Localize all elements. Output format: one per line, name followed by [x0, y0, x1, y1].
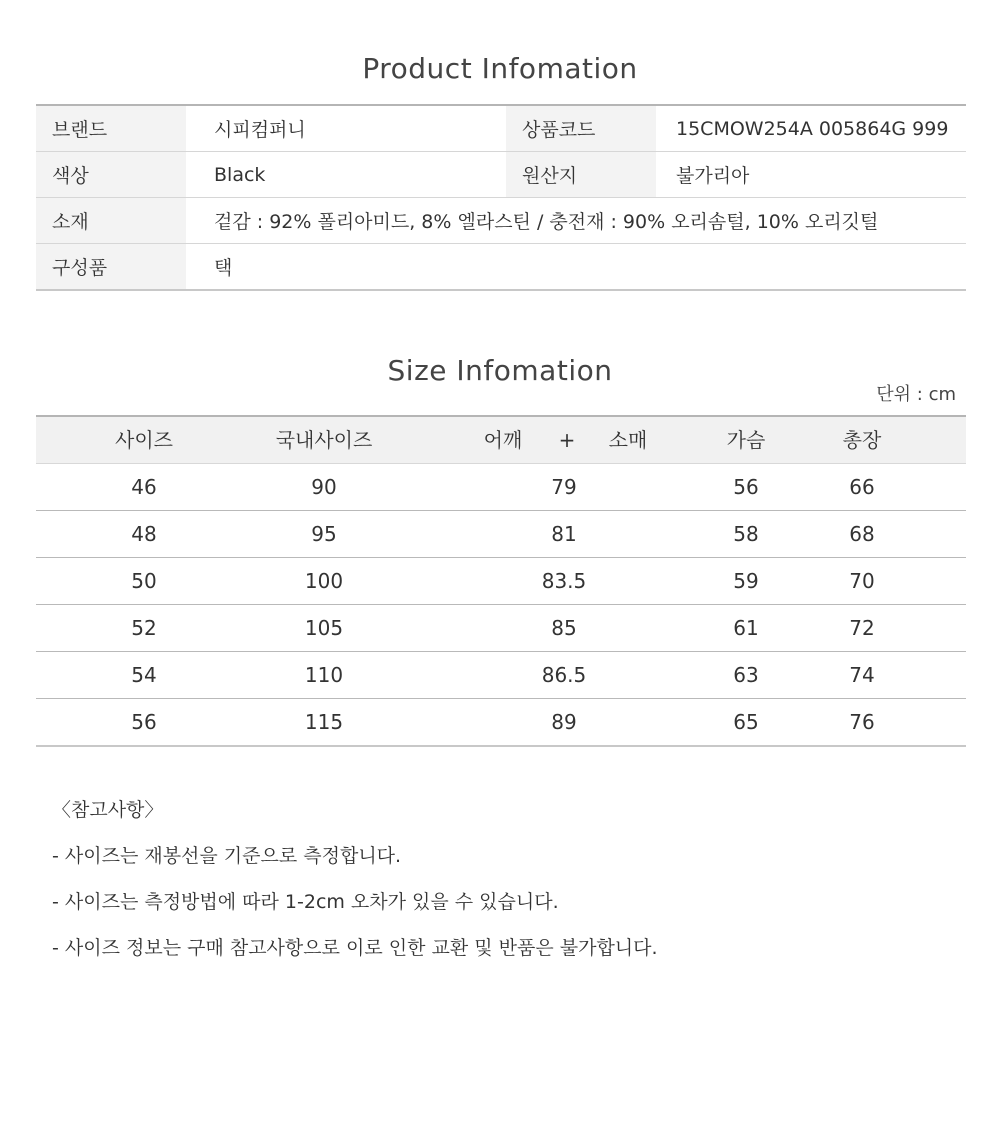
product-code-label: 상품코드: [506, 106, 656, 151]
header-sleeve: 소매: [608, 428, 648, 452]
cell-chest: 56: [733, 475, 759, 499]
cell-domestic-size: 90: [311, 475, 337, 499]
product-row-color: [36, 152, 966, 198]
cell-length: 66: [849, 475, 875, 499]
cell-length: 68: [849, 522, 875, 546]
cell-length: 76: [849, 710, 875, 734]
cell-domestic-size: 115: [304, 710, 344, 734]
cell-size: 52: [131, 616, 157, 640]
table-row: [36, 605, 966, 652]
cell-length: 70: [849, 569, 875, 593]
header-plus: +: [558, 428, 576, 452]
components-value: 택: [214, 257, 233, 279]
header-shoulder: 어깨: [483, 428, 523, 452]
header-size: 사이즈: [115, 428, 173, 452]
cell-shoulder-sleeve: 86.5: [541, 663, 587, 687]
components-label: 구성품: [36, 244, 186, 289]
cell-chest: 61: [733, 616, 759, 640]
header-chest: 가슴: [726, 428, 766, 452]
table-row: [36, 652, 966, 699]
cell-length: 74: [849, 663, 875, 687]
brand-label: 브랜드: [36, 106, 186, 151]
cell-length: 72: [849, 616, 875, 640]
note-item: - 사이즈는 재봉선을 기준으로 측정합니다.: [52, 845, 402, 867]
note-item: - 사이즈는 측정방법에 따라 1-2cm 오차가 있을 수 있습니다.: [52, 891, 559, 913]
unit-label: 단위 : cm: [876, 384, 956, 405]
color-value: Black: [214, 163, 266, 186]
cell-size: 56: [131, 710, 157, 734]
size-info-table: [36, 415, 966, 747]
cell-domestic-size: 105: [304, 616, 344, 640]
cell-size: 46: [131, 475, 157, 499]
origin-label: 원산지: [506, 152, 656, 197]
origin-value: 불가리아: [676, 165, 750, 187]
brand-value: 시피컴퍼니: [214, 119, 306, 141]
product-info-table: [36, 104, 966, 291]
size-table-header: [36, 417, 966, 464]
product-info-title: Product Infomation: [362, 52, 638, 85]
cell-chest: 65: [733, 710, 759, 734]
cell-shoulder-sleeve: 85: [551, 616, 577, 640]
notes-title: 〈참고사항〉: [52, 799, 164, 821]
table-row: [36, 511, 966, 558]
cell-size: 48: [131, 522, 157, 546]
table-row: [36, 699, 966, 747]
cell-shoulder-sleeve: 81: [551, 522, 577, 546]
cell-shoulder-sleeve: 83.5: [541, 569, 587, 593]
cell-chest: 59: [733, 569, 759, 593]
color-label: 색상: [36, 152, 186, 197]
cell-size: 54: [131, 663, 157, 687]
size-info-title: Size Infomation: [387, 354, 613, 387]
header-length: 총장: [842, 428, 882, 452]
note-item: - 사이즈 정보는 구매 참고사항으로 이로 인한 교환 및 반품은 불가합니다.: [52, 937, 658, 959]
cell-domestic-size: 95: [311, 522, 337, 546]
product-row-components: [36, 244, 966, 291]
table-row: [36, 464, 966, 511]
material-value: 겉감 : 92% 폴리아미드, 8% 엘라스틴 / 충전재 : 90% 오리솜털, 10% 오리깃털: [214, 211, 879, 233]
cell-shoulder-sleeve: 89: [551, 710, 577, 734]
cell-shoulder-sleeve: 79: [551, 475, 577, 499]
cell-chest: 63: [733, 663, 759, 687]
product-row-brand: [36, 106, 966, 152]
product-code-value: 15CMOW254A 005864G 999: [676, 117, 949, 140]
cell-domestic-size: 110: [304, 663, 344, 687]
table-row: [36, 558, 966, 605]
product-row-material: [36, 198, 966, 244]
cell-size: 50: [131, 569, 157, 593]
cell-domestic-size: 100: [304, 569, 344, 593]
notes-section: [52, 798, 658, 982]
header-domestic-size: 국내사이즈: [275, 428, 373, 452]
cell-chest: 58: [733, 522, 759, 546]
material-label: 소재: [36, 198, 186, 243]
